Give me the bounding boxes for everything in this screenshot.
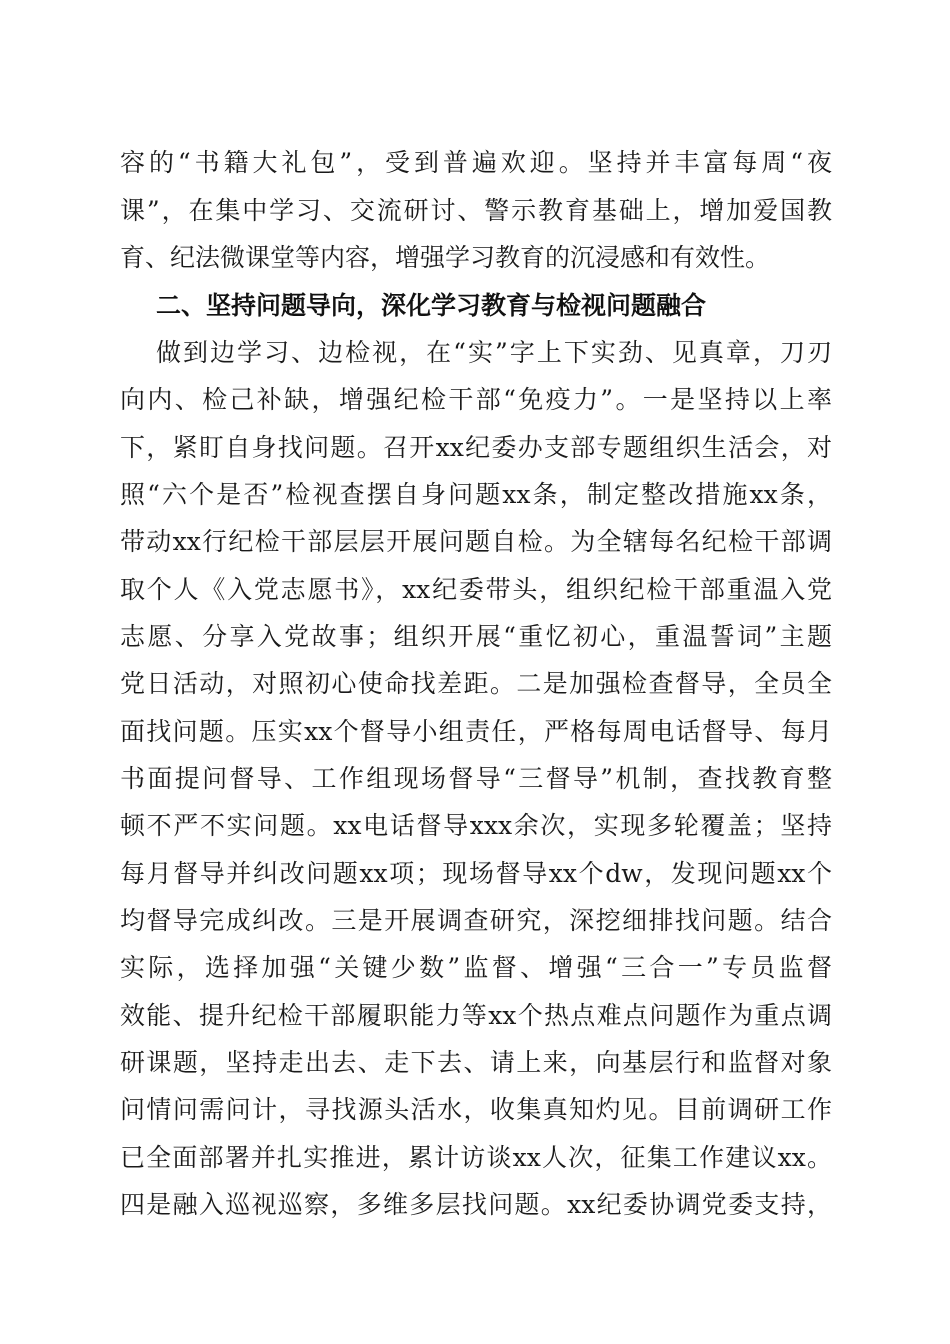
paragraph-2-line-1: 做到边学习、边检视，在“实”字上下实劲、见真章，刀刃 bbox=[156, 338, 832, 367]
paragraph-1-line-3: 育、纪法微课堂等内容，增强学习教育的沉浸感和有效性。 bbox=[120, 243, 771, 272]
paragraph-2-line-6: 取个人《入党志愿书》，xx纪委带头，组织纪检干部重温入党 bbox=[120, 575, 832, 604]
paragraph-2-line-11: 顿不严不实问题。xx电话督导xxx余次，实现多轮覆盖；坚持 bbox=[120, 811, 832, 840]
paragraph-2-line-8: 党日活动，对照初心使命找差距。二是加强检查督导，全员全 bbox=[120, 669, 832, 698]
paragraph-2-line-19: 四是融入巡视巡察，多维多层找问题。xx纪委协调党委支持， bbox=[120, 1190, 832, 1219]
paragraph-2-line-18: 已全面部署并扎实推进，累计访谈xx人次，征集工作建议xx。 bbox=[120, 1143, 832, 1172]
paragraph-1-line-2: 课”，在集中学习、交流研讨、警示教育基础上，增加爱国教 bbox=[120, 196, 832, 225]
paragraph-2-line-12: 每月督导并纠改问题xx项；现场督导xx个dw，发现问题xx个 bbox=[120, 859, 832, 888]
paragraph-2-line-4: 照“六个是否”检视查摆自身问题xx条，制定整改措施xx条， bbox=[120, 480, 832, 509]
paragraph-2-line-3: 下，紧盯自身找问题。召开xx纪委办支部专题组织生活会，对 bbox=[120, 433, 832, 462]
paragraph-2-line-13: 均督导完成纠改。三是开展调查研究，深挖细排找问题。结合 bbox=[120, 906, 832, 935]
paragraph-2-line-17: 问情问需问计，寻找源头活水，收集真知灼见。目前调研工作 bbox=[120, 1095, 832, 1124]
paragraph-2-line-16: 研课题，坚持走出去、走下去、请上来，向基层行和监督对象 bbox=[120, 1048, 832, 1077]
paragraph-2-line-9: 面找问题。压实xx个督导小组责任，严格每周电话督导、每月 bbox=[120, 717, 832, 746]
paragraph-2-line-10: 书面提问督导、工作组现场督导“三督导”机制，查找教育整 bbox=[120, 764, 832, 793]
paragraph-2-line-5: 带动xx行纪检干部层层开展问题自检。为全辖每名纪检干部调 bbox=[120, 527, 832, 556]
section-heading: 二、坚持问题导向，深化学习教育与检视问题融合 bbox=[156, 291, 707, 320]
paragraph-2-line-2: 向内、检己补缺，增强纪检干部“免疫力”。一是坚持以上率 bbox=[120, 385, 832, 414]
paragraph-2-line-14: 实际，选择加强“关键少数”监督、增强“三合一”专员监督 bbox=[120, 953, 832, 982]
paragraph-2-line-15: 效能、提升纪检干部履职能力等xx个热点难点问题作为重点调 bbox=[120, 1001, 832, 1030]
paragraph-2-line-7: 志愿、分享入党故事；组织开展“重忆初心，重温誓词”主题 bbox=[120, 622, 832, 651]
paragraph-1-line-1: 容的“书籍大礼包”，受到普遍欢迎。坚持并丰富每周“夜 bbox=[120, 148, 832, 177]
